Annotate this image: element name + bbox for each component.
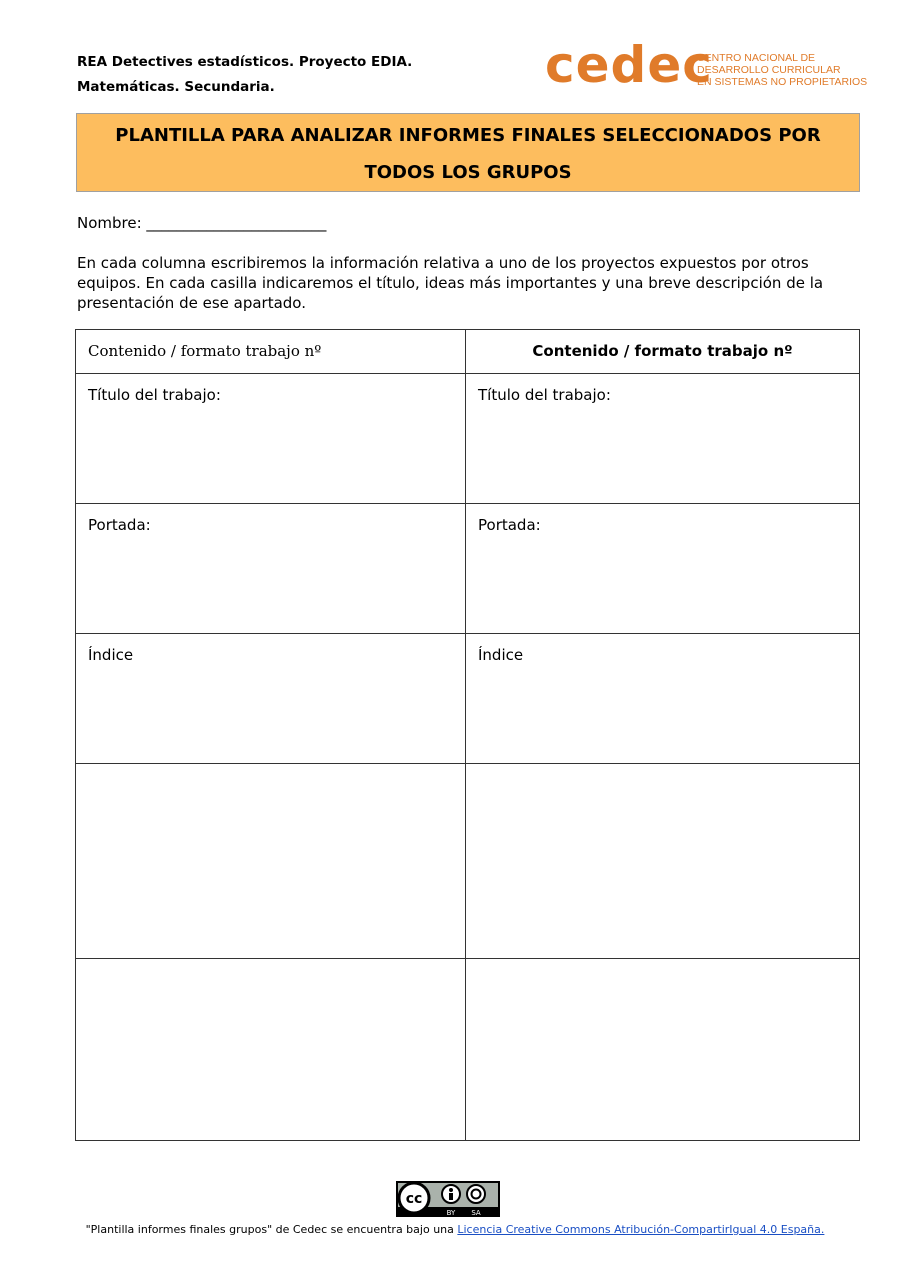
cell-index-left[interactable]: Índice [76,634,466,764]
cedec-logo [545,36,875,94]
cell-index-right[interactable]: Índice [466,634,860,764]
table-row [76,374,860,504]
logo-subtitle-3: EN SISTEMAS NO PROPIETARIOS [697,76,868,88]
cell-title-right[interactable]: Título del trabajo: [466,374,860,504]
license-text: "Plantilla informes finales grupos" de Cedec se encuentra bajo una [85,1223,458,1236]
column-header-1: Contenido / formato trabajo nº [76,330,466,374]
analysis-table [75,329,860,1141]
table-row [76,959,860,1141]
title-banner [76,113,860,192]
license-link[interactable]: Licencia Creative Commons Atribución-CompartirIgual 4.0 España. [457,1223,825,1236]
name-field[interactable]: Nombre: ________________________ [77,214,327,232]
header-line-1: REA Detectives estadísticos. Proyecto EDIA. [77,54,413,70]
title-line-2: TODOS LOS GRUPOS [364,162,572,183]
cc-license-badge[interactable] [396,1181,500,1217]
cell-blank-left-2[interactable] [76,959,466,1141]
cell-blank-right-2[interactable] [466,959,860,1141]
column-header-2: Contenido / formato trabajo nº [466,330,860,374]
table-header-row [76,330,860,374]
document-header [77,50,412,100]
cc-by-label: BY [446,1209,456,1217]
table-row [76,764,860,959]
cc-by-sa-icon [396,1181,500,1217]
cell-blank-left-1[interactable] [76,764,466,959]
instructions-paragraph: En cada columna escribiremos la información relativa a uno de los proyectos expuestos por otros equipos. En cada casilla indicaremos el título, ideas más importantes y una breve descripción de la presentación de ese apartado. [77,254,824,312]
table-row [76,504,860,634]
logo-wordmark: cedec [545,36,713,94]
logo-subtitle-1: CENTRO NACIONAL DE [697,52,816,64]
cell-blank-right-1[interactable] [466,764,860,959]
cell-title-left[interactable]: Título del trabajo: [76,374,466,504]
cell-cover-left[interactable]: Portada: [76,504,466,634]
svg-text:cc: cc [405,1191,423,1207]
logo-subtitle-2: DESARROLLO CURRICULAR [697,64,841,76]
title-line-1: PLANTILLA PARA ANALIZAR INFORMES FINALES SELECCIONADOS POR [115,125,821,146]
table-row [76,634,860,764]
header-line-2: Matemáticas. Secundaria. [77,79,275,95]
license-footer [0,1223,910,1236]
cell-cover-right[interactable]: Portada: [466,504,860,634]
logo-subtitle [697,52,867,88]
cc-sa-label: SA [471,1209,481,1217]
